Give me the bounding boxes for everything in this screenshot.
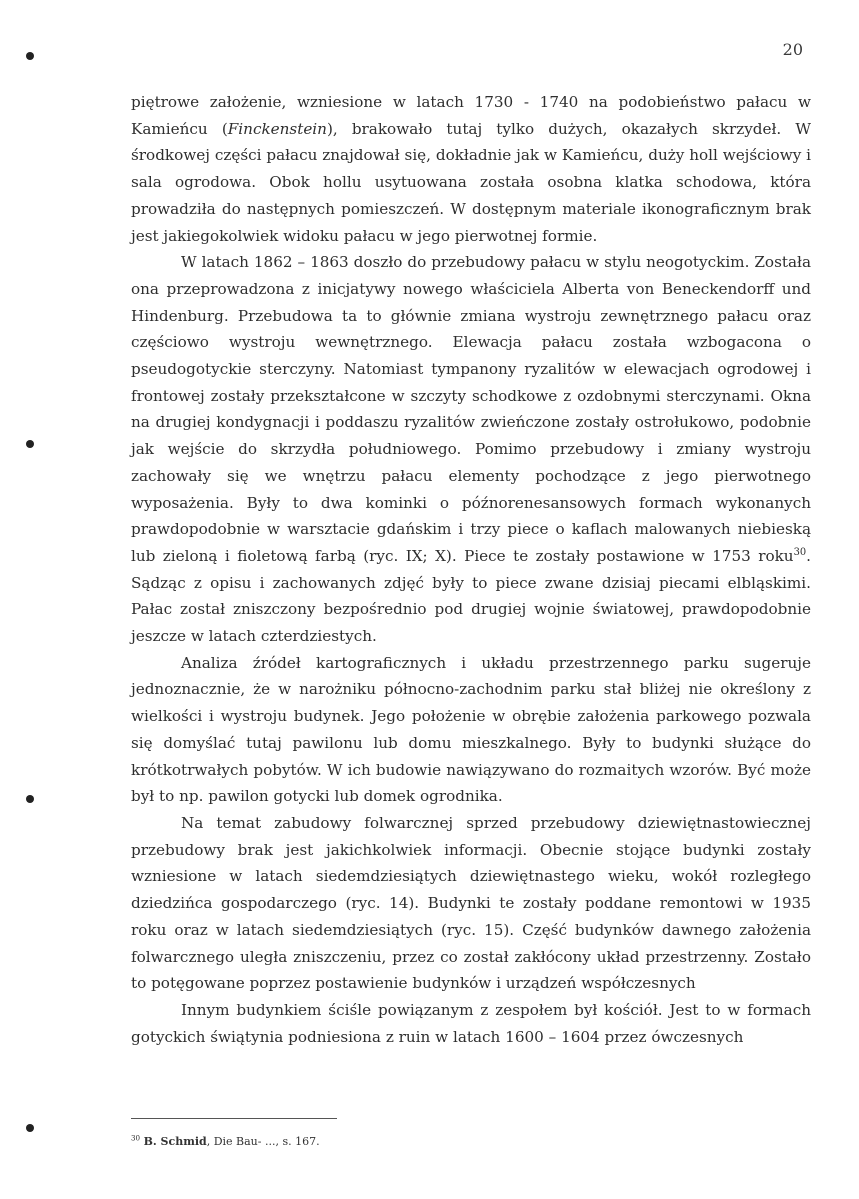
footnote-reference: 30 bbox=[793, 546, 807, 558]
page-number: 20 bbox=[782, 40, 803, 59]
paragraph-text: W latach 1862 – 1863 doszło do przebudowy pałacu w stylu neogotyckim. Została ona przeprowadzona z inicjatywy nowego właściciela Alberta von Beneckendorff und Hindenburg. Przebudowa ta to głównie zmiana wystroju zewnętrznego pałacu oraz częściowo wystroju wewnętrznego. Elewacja pałacu została wzbogacona o pseudogotyckie sterczyny. Natomiast tympanony ryzalitów w elewacjach ogrodowej i frontowej zostały przekształcone w szczyty schodkowe z ozdobnymi sterczynami. Okna na drugiej kondygnacji i poddaszu ryzalitów zwieńczone zostały ostrołukowo, podobnie jak wejście do skrzydła południowego. Pomimo przebudowy i zmiany wystroju zachowały się we wnętrzu pałacu elementy pochodzące z jego pierwotnego wyposażenia. Były to dwa kominki o późnorenesansowych formach wykonanych prawdopodobnie w warsztacie gdańskim i trzy piece o kaflach malowanych niebieską lub zieloną i fioletową farbą (ryc. IX; X). Piece te zostały postawione w 1753 roku bbox=[131, 253, 811, 565]
binding-hole-mark bbox=[26, 52, 34, 60]
paragraph bbox=[131, 650, 811, 810]
paragraph bbox=[131, 89, 811, 249]
footnote-divider bbox=[131, 1118, 337, 1119]
paragraph-text: piętrowe założenie, wzniesione w latach 1730 - 1740 na podobieństwo pałacu w Kamieńcu ( bbox=[131, 93, 811, 138]
body-text bbox=[131, 89, 811, 1050]
binding-hole-mark bbox=[26, 795, 34, 803]
paragraph-text: ), brakowało tutaj tylko dużych, okazałych skrzydeł. W środkowej części pałacu znajdował się, dokładnie jak w Kamieńcu, duży holl wejściowy i sala ogrodowa. Obok hollu usytuowana została osobna klatka schodowa, która prowadziła do następnych pomieszczeń. W dostępnym materiale ikonograficznym brak jest jakiegokolwiek widoku pałacu w jego pierwotnej formie. bbox=[131, 119, 811, 245]
emphasis-text: Finckenstein bbox=[227, 119, 327, 138]
footnote-text: , Die Bau- ..., s. 167. bbox=[206, 1135, 320, 1148]
paragraph-text: Na temat zabudowy folwarcznej sprzed przebudowy dziewiętnastowiecznej przebudowy brak jest jakichkolwiek informacji. Obecnie stojące budynki zostały wzniesione w latach siedemdziesiątych dziewiętnastego wieku, wokół rozległego dziedzińca gospodarczego (ryc. 14). Budynki te zostały poddane remontowi w 1935 roku oraz w latach siedemdziesiątych (ryc. 15). Część budynków dawnego założenia folwarcznego uległa zniszczeniu, przez co został zakłócony układ przestrzenny. Zostało to potęgowane poprzez postawienie budynków i urządzeń współczesnych bbox=[131, 813, 811, 993]
paragraph-text: Analiza źródeł kartograficznych i układu przestrzennego parku sugeruje jednoznacznie, że w narożniku północno-zachodnim parku stał bliżej nie określony z wielkości i wystroju budynek. Jego położenie w obrębie założenia parkowego pozwala się domyślać tutaj pawilonu lub domu mieszkalnego. Były to budynki służące do krótkotrwałych pobytów. W ich budowie nawiązywano do rozmaitych wzorów. Być może był to np. pawilon gotycki lub domek ogrodnika. bbox=[131, 653, 811, 806]
binding-hole-mark bbox=[26, 1124, 34, 1132]
footnote bbox=[131, 1135, 320, 1148]
paragraph bbox=[131, 249, 811, 650]
paragraph bbox=[131, 997, 811, 1050]
paragraph-text: . Sądząc z opisu i zachowanych zdjęć były to piece zwane dzisiaj piecami elbląskimi. Pałac został zniszczony bezpośrednio pod drugiej wojnie światowej, prawdopodobnie jeszcze w latach czterdziestych. bbox=[131, 546, 811, 646]
paragraph bbox=[131, 810, 811, 997]
paragraph-text: Innym budynkiem ściśle powiązanym z zespołem był kościół. Jest to w formach gotyckich świątynia podniesiona z ruin w latach 1600 – 1604 przez ówczesnych bbox=[131, 1000, 811, 1046]
footnote-number: 30 bbox=[131, 1133, 141, 1143]
binding-hole-mark bbox=[26, 440, 34, 448]
footnote-author: B. Schmid bbox=[143, 1135, 207, 1148]
